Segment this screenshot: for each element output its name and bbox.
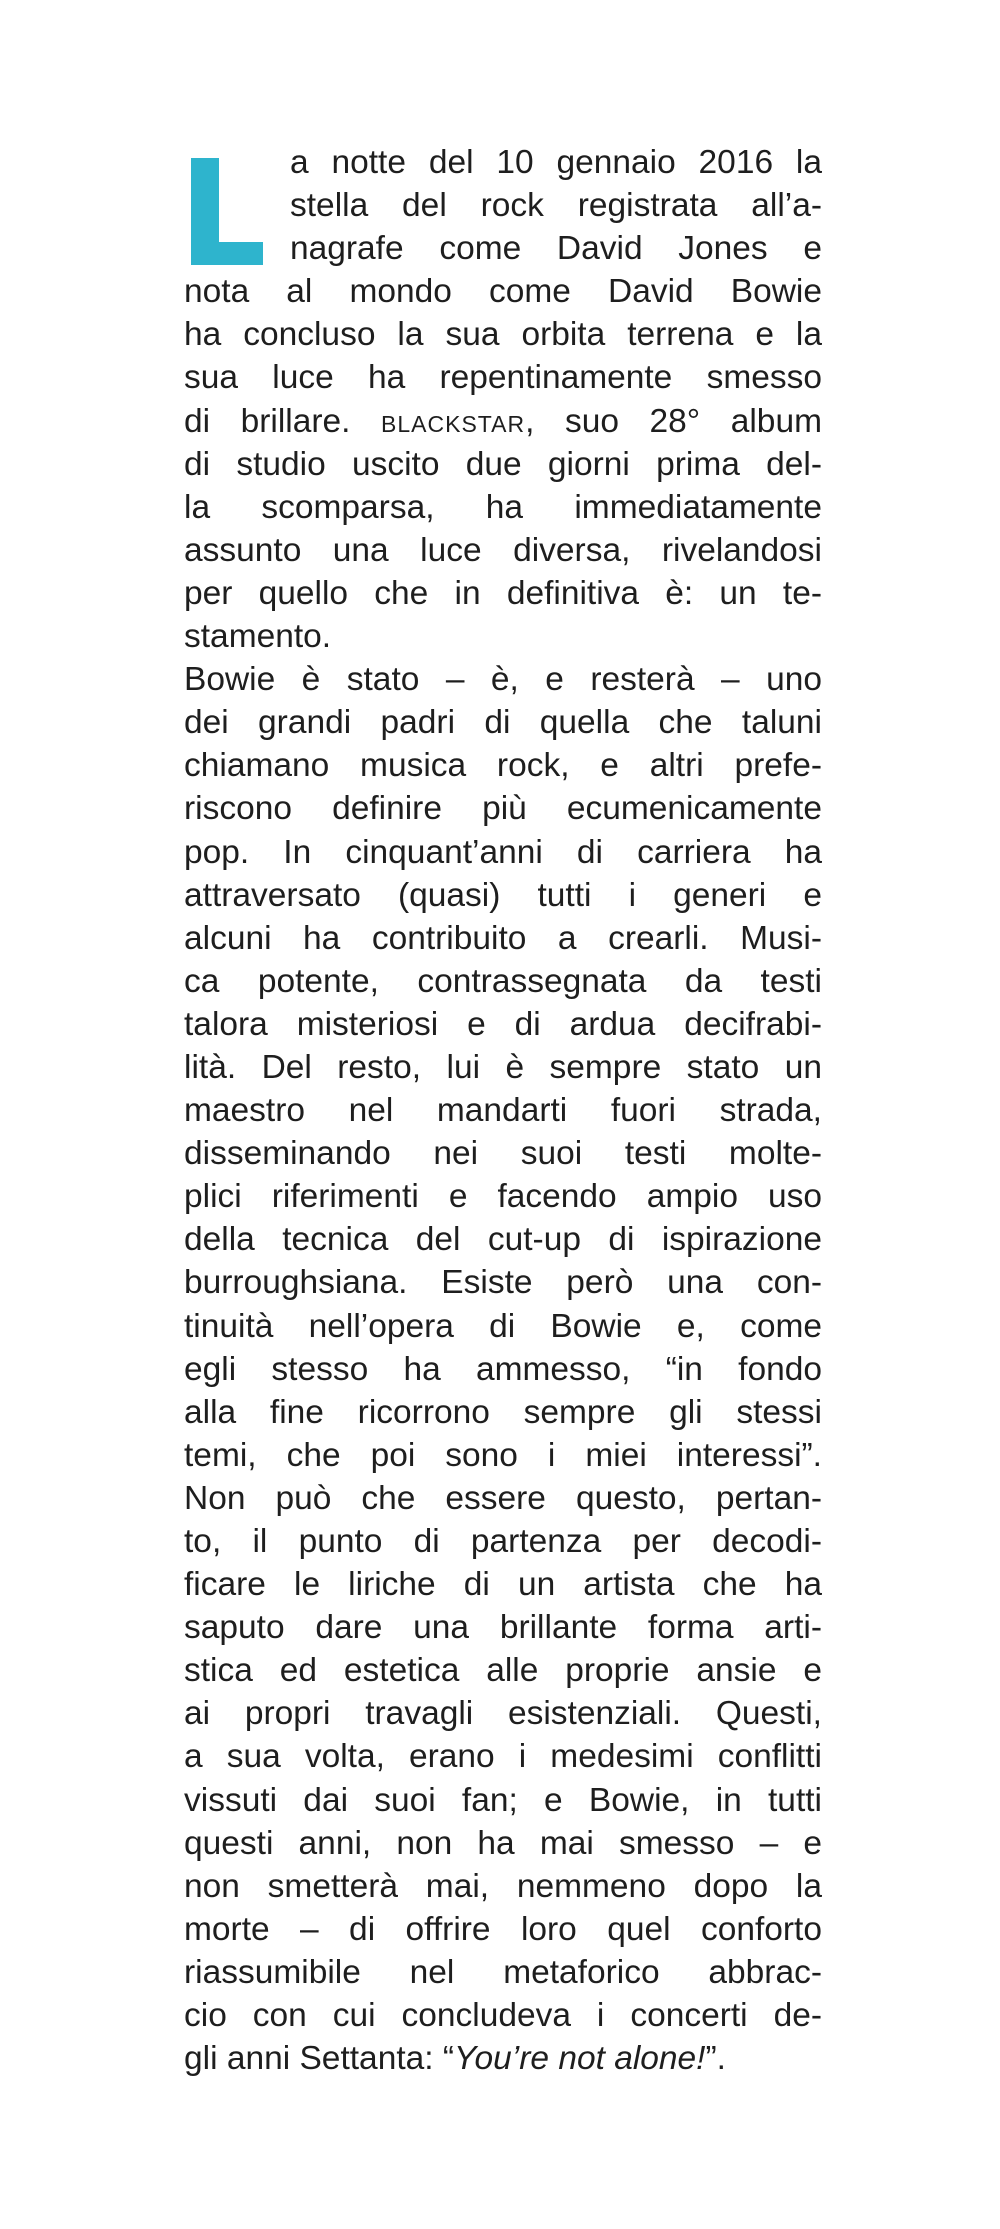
- text-line: nagrafe come David Jones e: [290, 230, 822, 268]
- text-line: stella del rock registrata all’a-: [290, 187, 822, 225]
- text-line: dei grandi padri di quella che taluni: [184, 704, 822, 742]
- text-segment: gli anni Settanta: “: [184, 2040, 455, 2078]
- text-line: di studio uscito due giorni prima del-: [184, 445, 822, 483]
- text-line: per quello che in definitiva è: un te-: [184, 574, 822, 612]
- text-line: lità. Del resto, lui è sempre stato un: [184, 1048, 822, 1086]
- text-line: [184, 400, 822, 443]
- quote-text: You’re not alone!: [454, 2040, 706, 2078]
- text-line: riscono definire più ecumenicamente: [184, 790, 822, 828]
- text-line: nota al mondo come David Bowie: [184, 273, 822, 311]
- text-line: la scomparsa, ha immediatamente: [184, 488, 822, 526]
- text-line: temi, che poi sono i miei interessi”.: [184, 1436, 822, 1474]
- text-segment: , suo 28° album: [525, 402, 822, 440]
- text-line: plici riferimenti e facendo ampio uso: [184, 1178, 822, 1216]
- text-segment: di brillare.: [184, 402, 351, 440]
- text-line: ca potente, contrassegnata da testi: [184, 962, 822, 1000]
- text-line: non smetterà mai, nemmeno dopo la: [184, 1867, 822, 1905]
- text-line: Non può che essere questo, pertan-: [184, 1479, 822, 1517]
- text-line: a sua volta, erano i medesimi conflitti: [184, 1738, 822, 1776]
- text-line: stamento.: [184, 618, 332, 656]
- text-line: attraversato (quasi) tutti i generi e: [184, 876, 822, 914]
- text-line: stica ed estetica alle proprie ansie e: [184, 1652, 822, 1690]
- text-line: pop. In cinquant’anni di carriera ha: [184, 833, 822, 871]
- text-segment: ”.: [705, 2040, 726, 2078]
- body-text: [184, 141, 822, 2080]
- text-line: alla fine ricorrono sempre gli stessi: [184, 1393, 822, 1431]
- text-line: alcuni ha contribuito a crearli. Musi-: [184, 919, 822, 957]
- text-line: burroughsiana. Esiste però una con-: [184, 1264, 822, 1302]
- text-line: vissuti dai suoi fan; e Bowie, in tutti: [184, 1781, 822, 1819]
- text-line: egli stesso ha ammesso, “in fondo: [184, 1350, 822, 1388]
- text-line: cio con cui concludeva i concerti de-: [184, 1997, 822, 2035]
- text-line: tinuità nell’opera di Bowie e, come: [184, 1307, 822, 1345]
- text-line: riassumibile nel metaforico abbrac-: [184, 1953, 822, 1991]
- text-line: morte – di offrire loro quel conforto: [184, 1910, 822, 1948]
- text-line: ficare le liriche di un artista che ha: [184, 1566, 822, 1604]
- text-line: Bowie è stato – è, e resterà – uno: [184, 661, 822, 699]
- text-line: [184, 2037, 822, 2080]
- text-line: ai propri travagli esistenziali. Questi,: [184, 1695, 822, 1733]
- text-line: saputo dare una brillante forma arti-: [184, 1609, 822, 1647]
- text-line: chiamano musica rock, e altri prefe-: [184, 747, 822, 785]
- text-line: a notte del 10 gennaio 2016 la: [290, 144, 822, 181]
- text-line: della tecnica del cut-up di ispirazione: [184, 1221, 822, 1259]
- text-line: maestro nel mandarti fuori strada,: [184, 1092, 822, 1130]
- album-title: blackstar: [381, 402, 526, 440]
- text-line: ha concluso la sua orbita terrena e la: [184, 316, 822, 354]
- text-line: disseminando nei suoi testi molte-: [184, 1135, 822, 1173]
- text-line: questi anni, non ha mai smesso – e: [184, 1824, 822, 1862]
- text-line: talora misteriosi e di ardua decifrabi-: [184, 1005, 822, 1043]
- text-line: sua luce ha repentinamente smesso: [184, 359, 822, 397]
- text-line: to, il punto di partenza per decodi-: [184, 1523, 822, 1560]
- text-line: assunto una luce diversa, rivelandosi: [184, 531, 822, 569]
